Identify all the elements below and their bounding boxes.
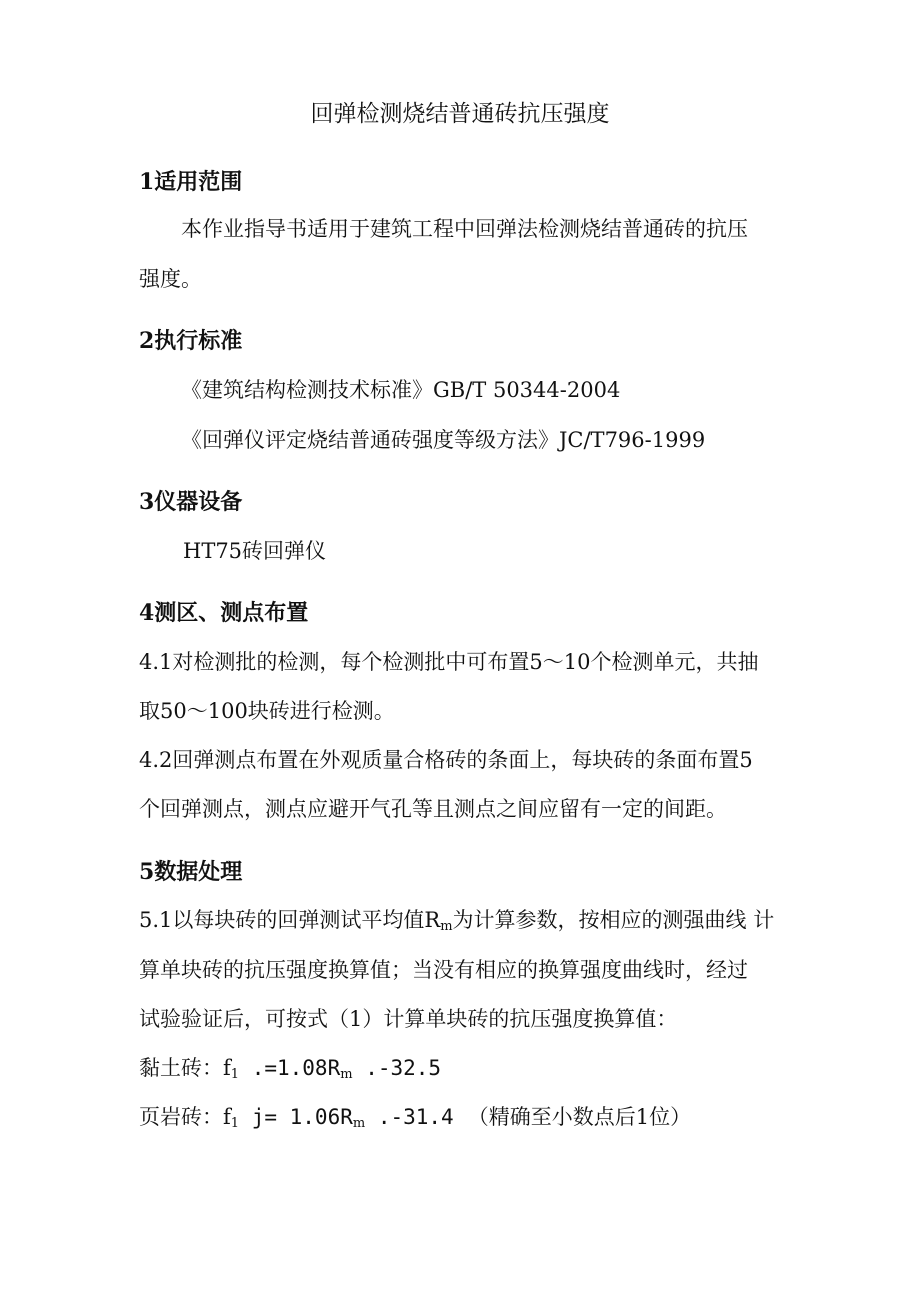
formula-clay-b: .=1.08R [239, 1056, 341, 1080]
formula-clay-brick [139, 1054, 441, 1089]
section-4-line-2: 取50～100块砖进行检测。 [139, 699, 395, 723]
section-1-heading: 1适用范围 [139, 169, 243, 195]
precision-note: （精确至小数点后1位） [467, 1105, 692, 1129]
formula-clay-c: .-32.5 [352, 1056, 442, 1080]
formula-shale-sub-m: m [352, 1116, 366, 1131]
formula-clay-a: 黏土砖：f [139, 1056, 231, 1080]
formula-clay-sub-1: 1 [230, 1067, 240, 1082]
section-4-line-4: 个回弹测点，测点应避开气孔等且测点之间应留有一定的间距。 [139, 797, 727, 821]
section-1-paragraph-line-2: 强度。 [139, 267, 202, 291]
section-1-paragraph-line-1: 本作业指导书适用于建筑工程中回弹法检测烧结普通砖的抗压 [181, 217, 748, 241]
section-4-heading: 4测区、测点布置 [139, 600, 309, 626]
section-5-line-2: 算单块砖的抗压强度换算值；当没有相应的换算强度曲线时，经过 [139, 958, 748, 982]
section-4-line-1: 4.1对检测批的检测，每个检测批中可布置5～10个检测单元，共抽 [139, 650, 759, 674]
formula-shale-b: j= 1.06R [239, 1105, 353, 1129]
formula-shale-sub-1: 1 [230, 1116, 240, 1131]
formula-shale-a: 页岩砖：f [139, 1105, 231, 1129]
section-5-heading: 5数据处理 [139, 859, 243, 885]
formula-shale-brick [139, 1103, 691, 1138]
section-4-line-3: 4.2回弹测点布置在外观质量合格砖的条面上，每块砖的条面布置5 [139, 748, 753, 772]
instrument-item: HT75砖回弹仪 [183, 539, 327, 563]
section-5-line-1-text-a: 5.1以每块砖的回弹测试平均值R [139, 908, 441, 932]
section-2-heading: 2执行标准 [139, 328, 243, 354]
standard-item-1: 《建筑结构检测技术标准》GB/T 50344-2004 [181, 378, 621, 402]
section-3-heading: 3仪器设备 [139, 489, 243, 515]
document-title: 回弹检测烧结普通砖抗压强度 [310, 101, 610, 127]
section-5-line-1-text-b: 为计算参数，按相应的测强曲线 计 [452, 908, 775, 932]
standard-item-2: 《回弹仪评定烧结普通砖强度等级方法》JC/T796-1999 [181, 428, 706, 452]
section-5-line-3: 试验验证后，可按式（1）计算单块砖的抗压强度换算值： [139, 1007, 678, 1031]
section-5-line-1 [139, 906, 774, 941]
formula-shale-c: .-31.4 [365, 1105, 454, 1129]
rm-subscript: m [440, 919, 453, 934]
formula-clay-sub-m: m [340, 1067, 353, 1082]
